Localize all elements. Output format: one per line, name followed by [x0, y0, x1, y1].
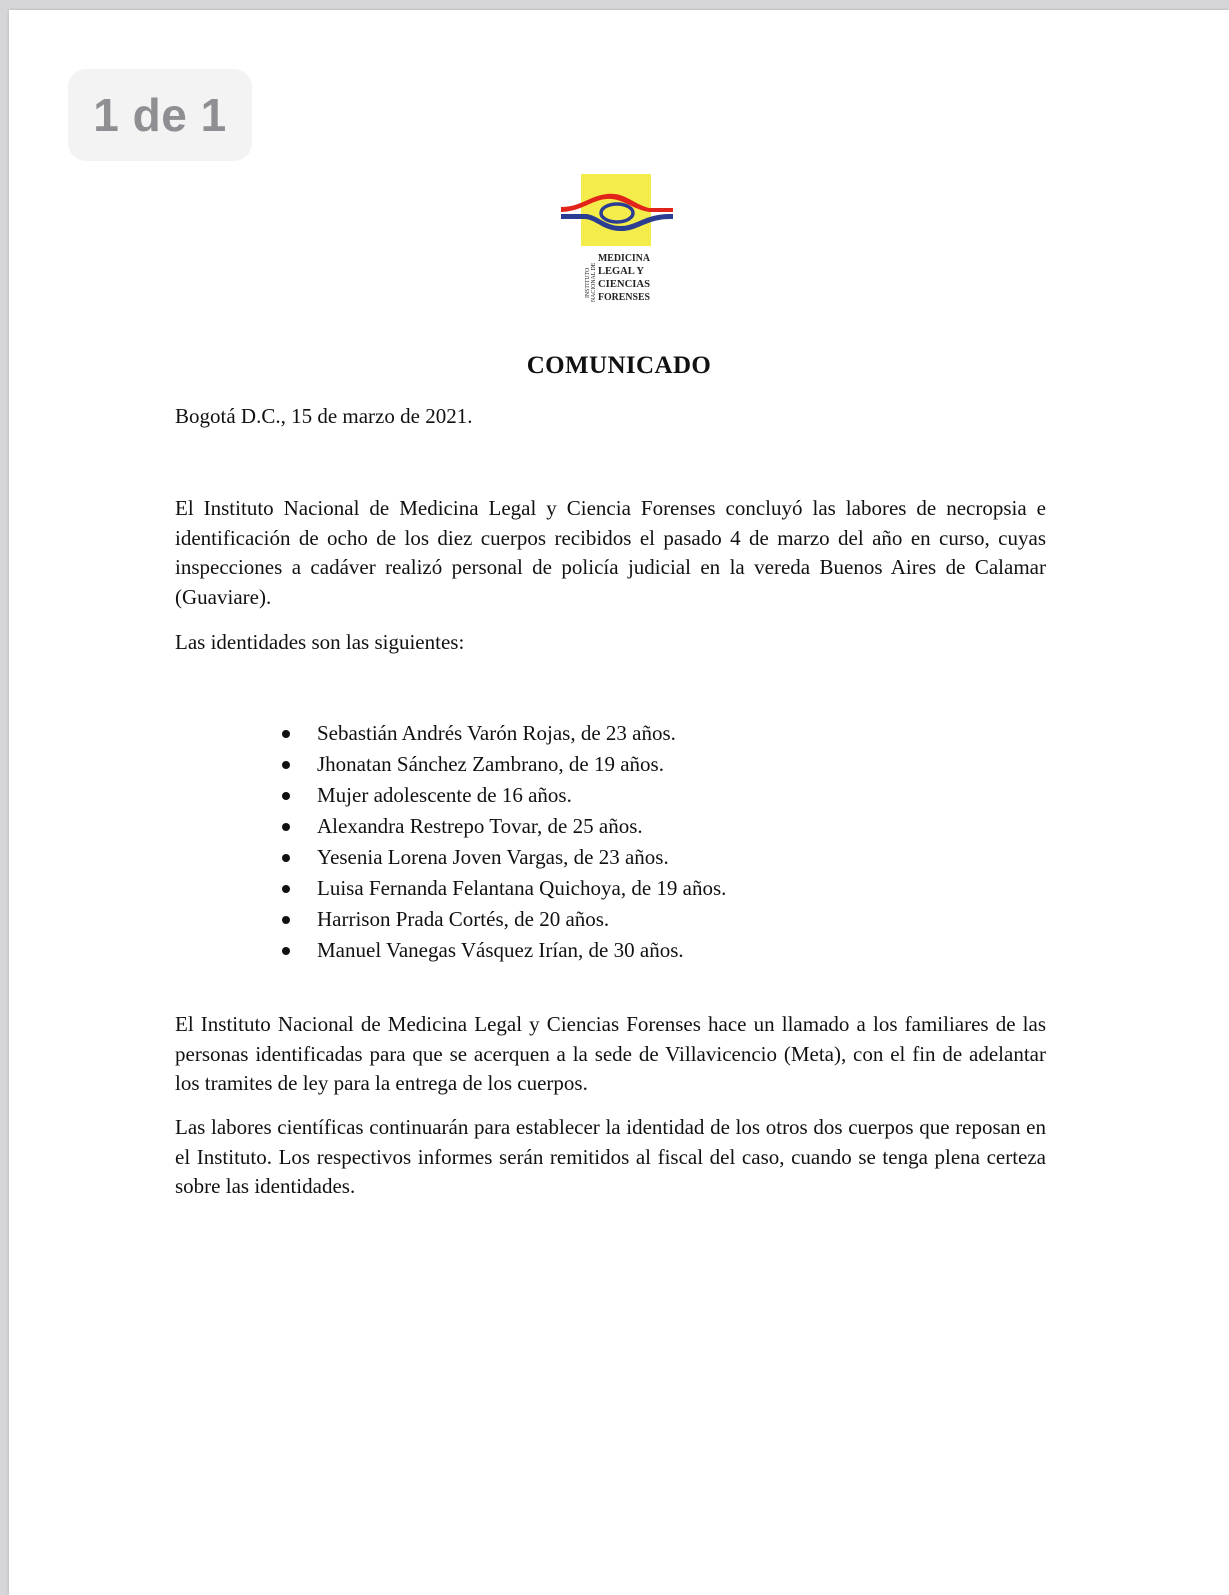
- list-item-text: Alexandra Restrepo Tovar, de 25 años.: [317, 814, 643, 838]
- list-item: [279, 873, 726, 904]
- bullet-icon: [282, 730, 290, 738]
- list-item-text: Luisa Fernanda Felantana Quichoya, de 19 años.: [317, 876, 727, 900]
- page-counter-badge: 1 de 1: [68, 69, 252, 161]
- institute-logo-graphic: [559, 174, 679, 309]
- document-title: COMUNICADO: [526, 352, 712, 379]
- bullet-icon: [282, 947, 290, 955]
- list-item: [279, 842, 726, 873]
- list-item-text: Yesenia Lorena Joven Vargas, de 23 años.: [317, 845, 669, 869]
- list-item: [279, 718, 726, 749]
- logo-text-line-1: MEDICINA: [598, 252, 651, 264]
- logo-eye-inner: [610, 209, 624, 218]
- bullet-icon: [282, 823, 290, 831]
- list-item: [279, 749, 726, 780]
- paragraph-intro: El Instituto Nacional de Medicina Legal y Ciencia Forenses concluyó las labores de necropsia e identificación de ocho de los diez cuerpos recibidos el pasado 4 de marzo del año en curso, cuyas inspecciones a cadáver realizó personal de policía judicial en la vereda Buenos Aires de Calamar (Guaviare).: [175, 496, 1046, 609]
- bullet-icon: [282, 885, 290, 893]
- date-line: Bogotá D.C., 15 de marzo de 2021.: [175, 404, 473, 428]
- document-page: [9, 10, 1229, 1595]
- institute-logo: [559, 174, 679, 309]
- identities-list: [279, 718, 726, 966]
- logo-vertical-text-1: INSTITUTO: [585, 267, 591, 298]
- paragraph-scientific-work: Las labores científicas continuarán para establecer la identidad de los otros dos cuerpos que reposan en el Instituto. Los respectivos informes serán remitidos al fiscal del caso, cuando se tenga plena certeza sobre las identidades.: [175, 1115, 1046, 1198]
- paragraph-call-to-families: El Instituto Nacional de Medicina Legal y Ciencias Forenses hace un llamado a los familiares de las personas identificadas para que se acerquen a la sede de Villavicencio (Meta), con el fin de adelantar los tramites de ley para la entrega de los cuerpos.: [175, 1012, 1046, 1095]
- list-item-text: Sebastián Andrés Varón Rojas, de 23 años.: [317, 721, 676, 745]
- logo-text-line-4: FORENSES: [598, 291, 650, 303]
- paragraph-identities-heading: Las identidades son las siguientes:: [175, 630, 465, 654]
- logo-text-line-2: LEGAL Y: [598, 265, 645, 277]
- logo-vertical-text-2: NACIONAL DE: [591, 262, 597, 302]
- bullet-icon: [282, 916, 290, 924]
- list-item-text: Jhonatan Sánchez Zambrano, de 19 años.: [317, 752, 664, 776]
- list-item: [279, 811, 726, 842]
- list-item-text: Manuel Vanegas Vásquez Irían, de 30 años.: [317, 938, 684, 962]
- list-item: [279, 780, 726, 811]
- list-item: [279, 904, 726, 935]
- list-item-text: Mujer adolescente de 16 años.: [317, 783, 572, 807]
- list-item-text: Harrison Prada Cortés, de 20 años.: [317, 907, 610, 931]
- list-item: [279, 935, 726, 966]
- logo-text-line-3: CIENCIAS: [598, 278, 650, 290]
- bullet-icon: [282, 854, 290, 862]
- bullet-icon: [282, 792, 290, 800]
- bullet-icon: [282, 761, 290, 769]
